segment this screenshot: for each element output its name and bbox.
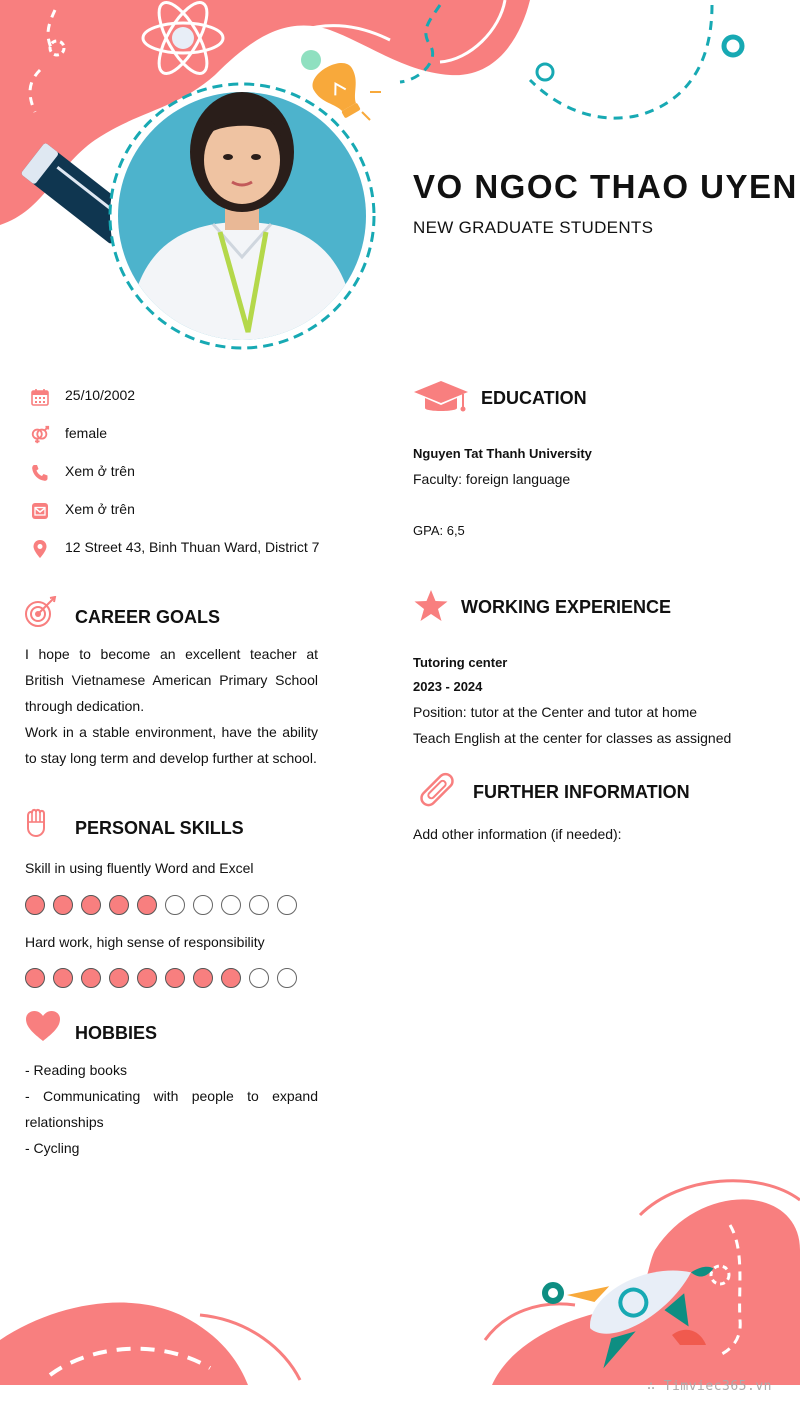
birthday-text: 25/10/2002 [65,387,136,403]
rating-dot-filled [81,895,101,915]
email-row [30,499,135,523]
work-period: 2023 - 2024 [413,679,483,694]
skill-1-label: Skill in using fluently Word and Excel [25,860,254,876]
birthday-row [30,385,136,409]
location-pin-icon [30,539,50,559]
phone-row [30,461,135,485]
rating-dot-empty [193,895,213,915]
rating-dot-empty [249,968,269,988]
gender-icon [30,425,50,445]
profile-photo [108,82,376,350]
working-experience-title: WORKING EXPERIENCE [461,597,672,617]
star-icon [413,589,449,628]
calendar-icon [30,387,50,407]
phone-icon [30,463,50,483]
rating-dot-empty [221,895,241,915]
paperclip-icon [415,770,459,817]
further-information-title: FURTHER INFORMATION [473,782,690,802]
hobby-item: - Communicating with people to expand relationships [25,1088,318,1130]
rating-dot-empty [277,968,297,988]
rating-dot-empty [277,895,297,915]
career-goals-paragraph-1: I hope to become an excellent teacher at British Vietnamese American Primary School through dedication. [25,646,318,714]
phone-text: Xem ở trên [65,463,135,479]
rating-dot-filled [109,895,129,915]
address-text: 12 Street 43, Binh Thuan Ward, District 7 [65,539,320,555]
address-row [30,537,320,561]
personal-skills-title: PERSONAL SKILLS [75,818,244,838]
rating-dot-filled [25,968,45,988]
career-goals-paragraph-2: Work in a stable environment, have the ability to stay long term and develop further at school. [25,724,318,766]
rating-dot-filled [193,968,213,988]
rating-dot-filled [221,968,241,988]
work-description: Teach English at the center for classes as assigned [413,730,732,746]
email-text: Xem ở trên [65,501,135,517]
rating-dot-filled [53,895,73,915]
company-name: Tutoring center [413,655,508,670]
hobby-item: - Reading books [25,1062,127,1078]
rating-dot-filled [25,895,45,915]
gpa-text: GPA: 6,5 [413,523,465,538]
gender-row [30,423,108,447]
job-position: NEW GRADUATE STUDENTS [413,218,654,237]
skill-2-rating [25,968,297,988]
further-information-text: Add other information (if needed): [413,826,622,842]
fist-icon [25,806,47,843]
heart-icon [25,1010,61,1047]
rating-dot-empty [165,895,185,915]
rating-dot-filled [137,968,157,988]
faculty-text: Faculty: foreign language [413,471,571,487]
hobby-item: - Cycling [25,1140,80,1156]
work-position: Position: tutor at the Center and tutor at home [413,704,698,720]
career-goals-title: CAREER GOALS [75,607,221,627]
school-name: Nguyen Tat Thanh University [413,446,592,461]
skill-2-label: Hard work, high sense of responsibility [25,934,265,950]
rating-dot-filled [165,968,185,988]
graduation-cap-icon [413,379,469,420]
email-icon [30,501,50,521]
target-icon [24,596,58,633]
rating-dot-filled [81,968,101,988]
candidate-name: VO NGOC THAO UYEN [413,168,798,205]
hobbies-title: HOBBIES [75,1023,158,1043]
watermark: ∴ Timviec365.vn [647,1379,772,1394]
rating-dot-empty [249,895,269,915]
rating-dot-filled [53,968,73,988]
education-title: EDUCATION [481,388,587,408]
rating-dot-filled [137,895,157,915]
gender-text: female [65,425,108,441]
rating-dot-filled [109,968,129,988]
skill-1-rating [25,895,297,915]
